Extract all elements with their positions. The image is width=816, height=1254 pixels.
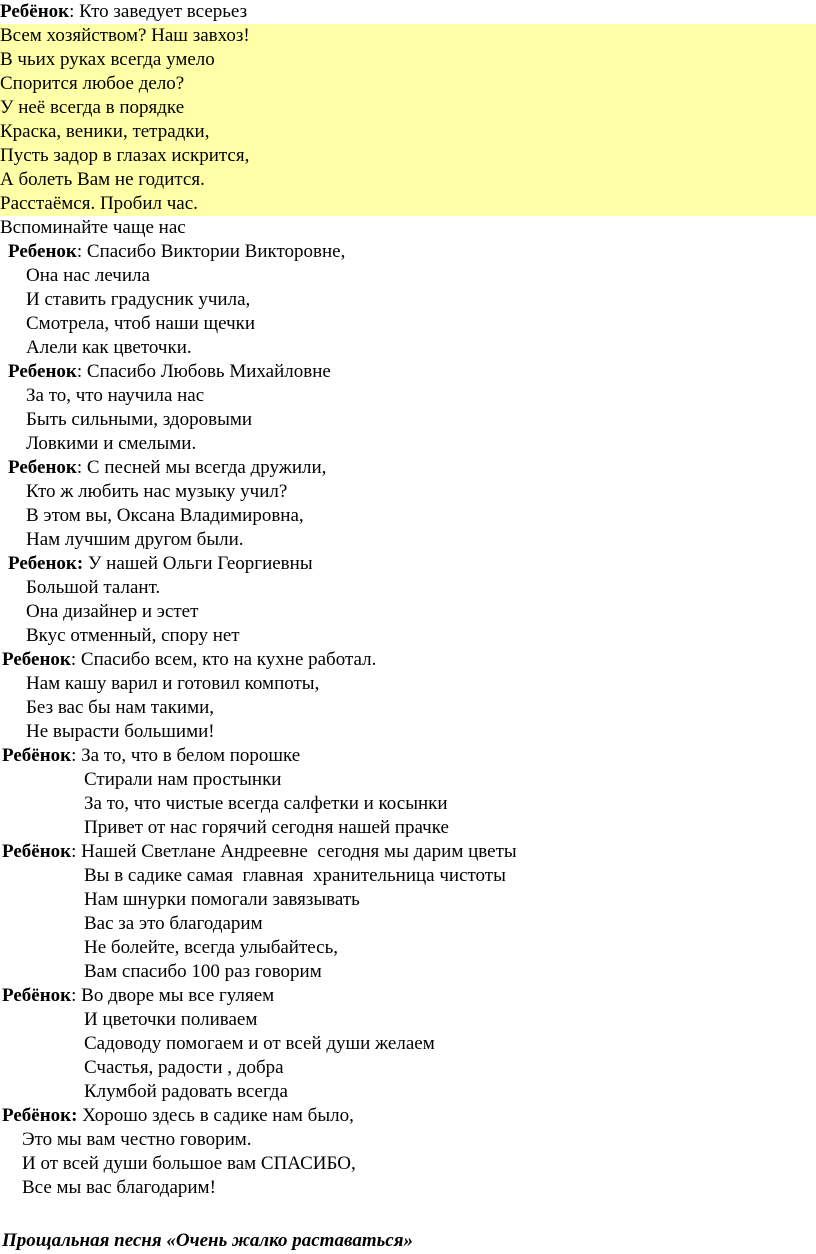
line-text: Не вырасти большими! [26, 721, 215, 742]
text-line [26, 288, 816, 312]
text-line [26, 480, 816, 504]
text-line [26, 528, 816, 552]
line-text: В этом вы, Оксана Владимировна, [26, 505, 304, 526]
speaker-label: Ребёнок [2, 841, 72, 862]
line-text: В чьих руках всегда умело [0, 49, 215, 70]
line-text: И цветочки поливаем [84, 1009, 258, 1030]
line-text: Все мы вас благодарим! [22, 1177, 216, 1198]
line-text: И от всей души большое вам СПАСИБО, [22, 1153, 356, 1174]
speaker-label: Ребенок [8, 361, 77, 382]
text-line [22, 1176, 816, 1200]
speaker-label: Ребенок [8, 457, 77, 478]
line-text: У неё всегда в порядке [0, 97, 185, 118]
text-line [2, 840, 816, 864]
speaker-label: Ребёнок [0, 1, 70, 22]
text-line [26, 408, 816, 432]
text-line [0, 0, 816, 24]
line-text: Кто ж любить нас музыку учил? [26, 481, 288, 502]
text-line [84, 912, 816, 936]
text-line [0, 216, 816, 240]
line-text: Краска, веники, тетрадки, [0, 121, 210, 142]
text-line [84, 936, 816, 960]
line-text: Всем хозяйством? Наш завхоз! [0, 25, 250, 46]
text-line [26, 384, 816, 408]
line-text: Расстаёмся. Пробил час. [0, 193, 198, 214]
line-text: Нам шнурки помогали завязывать [84, 889, 360, 910]
line-text: Вас за это благодарим [84, 913, 263, 934]
text-line [0, 48, 816, 72]
text-line [0, 144, 816, 168]
text-line [84, 1080, 816, 1104]
text-line [84, 768, 816, 792]
text-line [0, 168, 816, 192]
text-line [2, 1104, 816, 1128]
text-line [84, 816, 816, 840]
line-text: Быть сильными, здоровыми [26, 409, 253, 430]
text-line [26, 432, 816, 456]
line-text: Пусть задор в глазах искрится, [0, 145, 250, 166]
text-line [26, 672, 816, 696]
speaker-label: Ребёнок [2, 745, 72, 766]
text-line [2, 648, 816, 672]
text-line [84, 888, 816, 912]
line-text: У нашей Ольги Георгиевны [83, 553, 313, 574]
line-text: : Кто заведует всерьез [69, 1, 248, 22]
song-title: Прощальная песня «Очень жалко раставаться» [2, 1230, 414, 1251]
text-line [26, 696, 816, 720]
speaker-label: Ребенок: [8, 553, 84, 574]
text-line [26, 576, 816, 600]
line-text: Ловкими и смелыми. [26, 433, 197, 454]
text-line [2, 744, 816, 768]
line-text: Нам лучшим другом были. [26, 529, 244, 550]
text-line [22, 1128, 816, 1152]
line-text: За то, что чистые всегда салфетки и косынки [84, 793, 448, 814]
text-line [0, 24, 816, 48]
line-text: Клумбой радовать всегда [84, 1081, 288, 1102]
line-text: Она нас лечила [26, 265, 150, 286]
line-text: Стирали нам простынки [84, 769, 282, 790]
line-text: Большой талант. [26, 577, 161, 598]
text-line [26, 264, 816, 288]
text-line [22, 1152, 816, 1176]
speaker-label: Ребенок [8, 241, 77, 262]
line-text: Алели как цветочки. [26, 337, 192, 358]
line-text: : Спасибо всем, кто на кухне работал. [70, 649, 377, 670]
text-line [84, 1008, 816, 1032]
text-line [26, 720, 816, 744]
text-line [26, 504, 816, 528]
line-text: : Во дворе мы все гуляем [71, 985, 275, 1006]
text-line [0, 72, 816, 96]
text-line [84, 1056, 816, 1080]
line-text: За то, что научила нас [26, 385, 205, 406]
line-text: Садоводу помогаем и от всей души желаем [84, 1033, 435, 1054]
line-text: Вам спасибо 100 раз говорим [84, 961, 322, 982]
text-line [8, 360, 816, 384]
text-line [84, 792, 816, 816]
line-text: Нам кашу варил и готовил компоты, [26, 673, 320, 694]
text-line [0, 120, 816, 144]
text-line [26, 624, 816, 648]
line-text: : Нашей Светлане Андреевне сегодня мы дарим цветы [71, 841, 517, 862]
line-text: Привет от нас горячий сегодня нашей прачке [84, 817, 449, 838]
text-line [26, 336, 816, 360]
line-text: Вкус отменный, спору нет [26, 625, 240, 646]
text-line [26, 600, 816, 624]
text-line [8, 240, 816, 264]
line-text: : За то, что в белом порошке [71, 745, 301, 766]
line-text: : С песней мы всегда дружили, [76, 457, 327, 478]
text-line [2, 984, 816, 1008]
speaker-label: Ребёнок [2, 985, 72, 1006]
line-text: Вспоминайте чаще нас [0, 217, 186, 238]
text-line [8, 552, 816, 576]
text-line [8, 456, 816, 480]
line-text: Счастья, радости , добра [84, 1057, 284, 1078]
line-text: Не болейте, всегда улыбайтесь, [84, 937, 339, 958]
speaker-label: Ребёнок: [2, 1105, 78, 1126]
text-line [84, 960, 816, 984]
line-text: : Спасибо Любовь Михайловне [76, 361, 331, 382]
text-line [84, 864, 816, 888]
line-text: : Спасибо Виктории Викторовне, [76, 241, 346, 262]
speaker-label: Ребенок [2, 649, 71, 670]
line-text: Хорошо здесь в садике нам было, [77, 1105, 354, 1126]
line-text: Без вас бы нам такими, [26, 697, 215, 718]
text-line [0, 96, 816, 120]
line-text: И ставить градусник учила, [26, 289, 251, 310]
line-text: Вы в садике самая главная хранительница чистоты [84, 865, 506, 886]
line-text: Смотрела, чтоб наши щечки [26, 313, 256, 334]
line-text: Спорится любое дело? [0, 73, 185, 94]
text-line [84, 1032, 816, 1056]
text-line [0, 192, 816, 216]
line-text: Она дизайнер и эстет [26, 601, 199, 622]
line-text: Это мы вам честно говорим. [22, 1129, 252, 1150]
line-text: А болеть Вам не годится. [0, 169, 205, 190]
text-line [26, 312, 816, 336]
